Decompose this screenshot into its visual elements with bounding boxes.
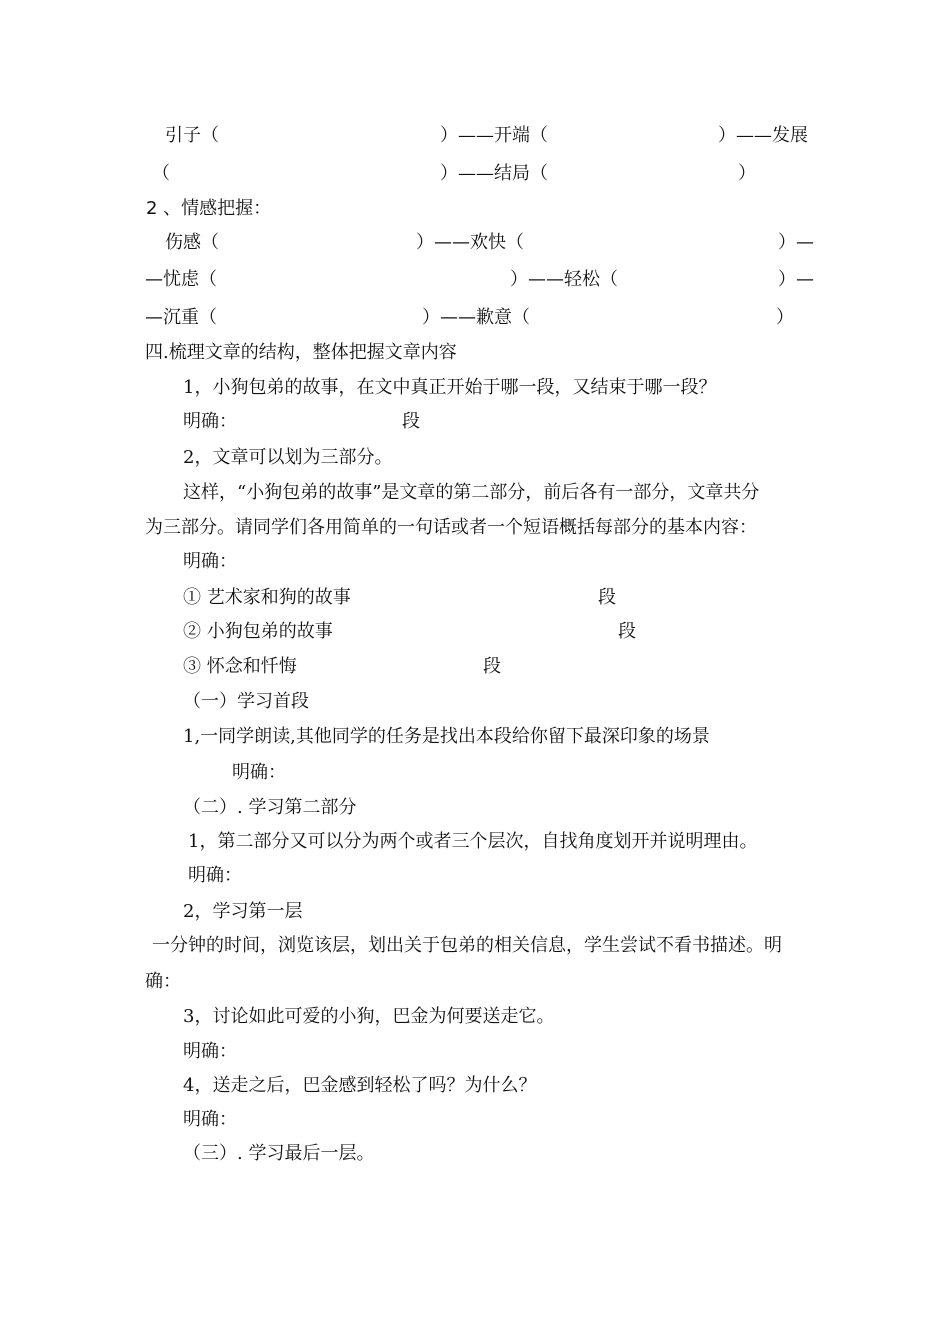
paragraph-line-1: 这样，“小狗包弟的故事”是文章的第二部分，前后各有一部分，文章共分 [183, 482, 760, 503]
subsection-2-question-4: 4，送走之后，巴金感到轻松了吗？为什么？ [183, 1075, 537, 1096]
plot-row2-close: ） [738, 163, 756, 184]
subsection-1-title: （一）学习首段 [183, 691, 309, 712]
emotion-row-3-c: ） [776, 307, 794, 328]
plot-ending: ）——结局（ [440, 163, 548, 184]
section-4-title: 四.梳理文章的结构，整体把握文章内容 [145, 342, 457, 363]
emotion-row-1-a: 伤感（ [165, 232, 219, 253]
subsection-1-question: 1,一同学朗读,其他同学的任务是找出本段给你留下最深印象的场景 [183, 726, 710, 747]
subsection-1-answer: 明确： [232, 762, 286, 783]
subsection-2-question-1: 1，第二部分又可以分为两个或者三个层次，自找角度划开并说明理由。 [188, 831, 758, 852]
emotion-row-1-c: ）— [778, 232, 814, 253]
emotion-row-2-a: —忧虑（ [145, 269, 217, 290]
emotion-row-2-b: ）——轻松（ [510, 269, 618, 290]
subsection-2-title: （二）. 学习第二部分 [183, 797, 357, 818]
part-2-suffix: 段 [618, 621, 636, 642]
plot-intro: 引子（ [165, 125, 219, 146]
subsection-3-title: （三）. 学习最后一层。 [183, 1143, 375, 1164]
plot-beginning: ）——开端（ [440, 125, 548, 146]
emotion-row-2-c: ）— [778, 269, 814, 290]
plot-development: ）——发展 [718, 125, 808, 146]
part-3-text: ③ 怀念和忏悔 [183, 656, 297, 677]
part-2-text: ② 小狗包弟的故事 [183, 621, 333, 642]
part-3-suffix: 段 [483, 656, 501, 677]
answer-1-label: 明确： [183, 411, 237, 432]
question-2: 2，文章可以划为三部分。 [183, 447, 393, 468]
emotion-row-3-a: —沉重（ [145, 307, 217, 328]
subsection-2-question-2: 2，学习第一层 [183, 901, 303, 922]
question-1: 1，小狗包弟的故事，在文中真正开始于哪一段，又结束于哪一段？ [183, 377, 717, 398]
answer-1-suffix: 段 [402, 411, 420, 432]
emotion-title: 2 、情感把握： [146, 198, 272, 219]
subsection-2-answer-4: 明确： [183, 1109, 237, 1130]
subsection-2-answer-3: 明确： [183, 1041, 237, 1062]
emotion-row-3-b: ）——歉意（ [422, 307, 530, 328]
subsection-2-question-2-line-2: 确： [145, 971, 181, 992]
subsection-2-answer-1: 明确： [188, 865, 242, 886]
subsection-2-question-3: 3，讨论如此可爱的小狗，巴金为何要送走它。 [183, 1006, 555, 1027]
part-1-text: ① 艺术家和狗的故事 [183, 587, 351, 608]
paragraph-line-2: 为三部分。请同学们各用简单的一句话或者一个短语概括每部分的基本内容： [145, 517, 757, 538]
plot-row2-open: （ [152, 163, 170, 184]
subsection-2-question-2-line-1: 一分钟的时间，浏览该层，划出关于包弟的相关信息，学生尝试不看书描述。明 [152, 935, 782, 956]
emotion-row-1-b: ）——欢快（ [416, 232, 524, 253]
part-1-suffix: 段 [598, 587, 616, 608]
answer-2-label: 明确： [183, 551, 237, 572]
